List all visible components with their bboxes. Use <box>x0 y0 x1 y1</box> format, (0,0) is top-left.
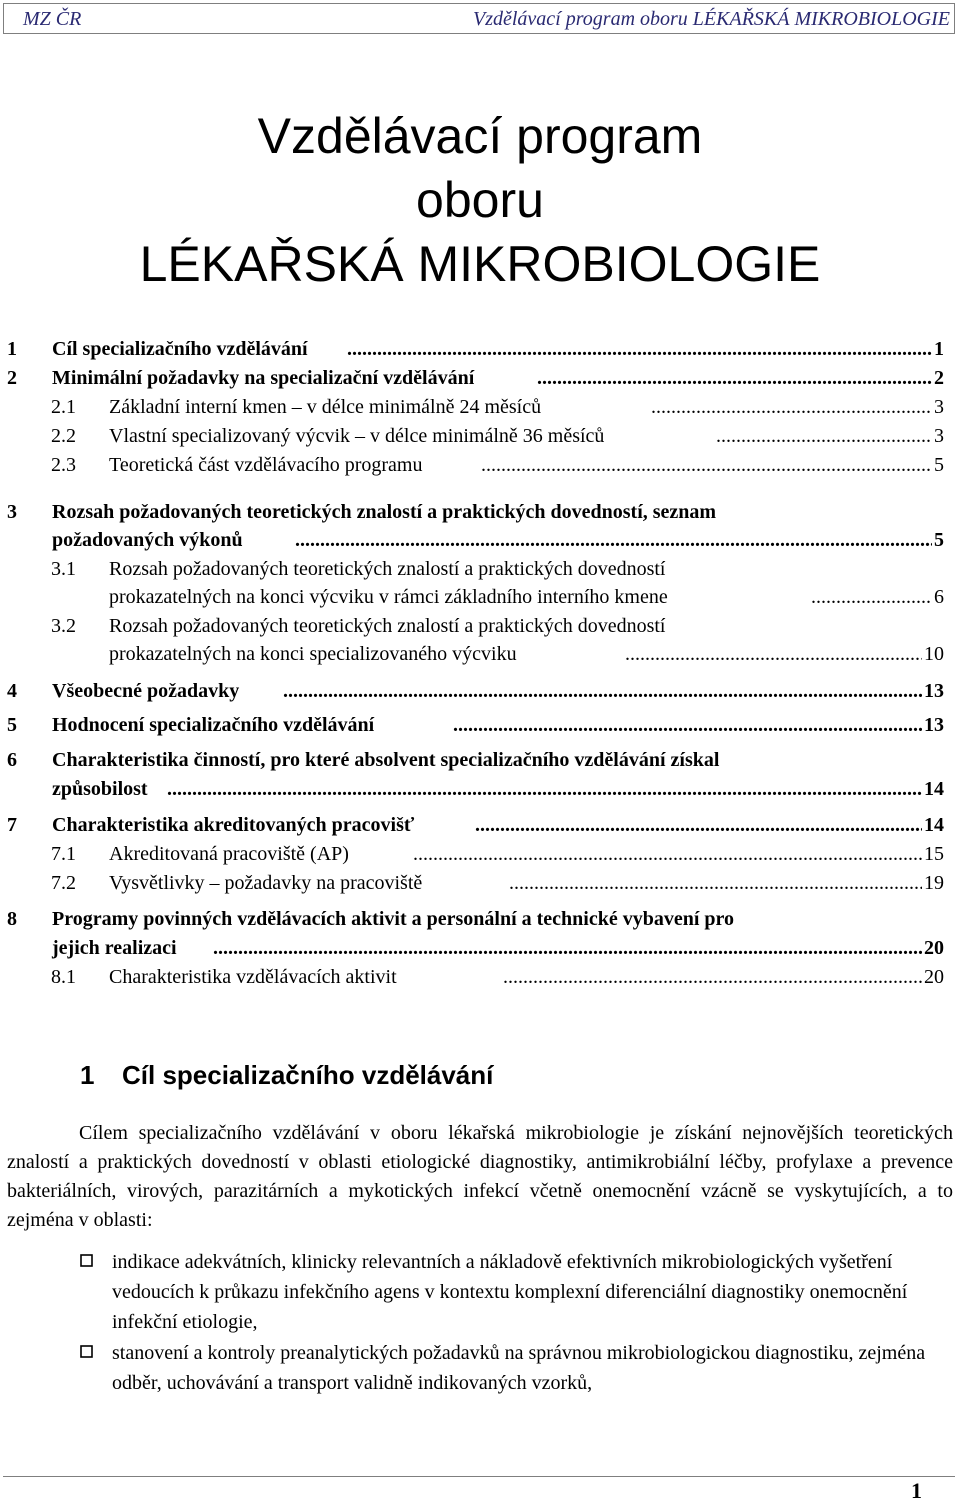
toc-leader <box>716 422 932 450</box>
toc-entry-page: 6 <box>932 583 944 611</box>
toc-leader <box>167 775 924 803</box>
toc-leader <box>453 711 924 739</box>
toc-leader <box>295 526 932 554</box>
toc-entry-text: Minimální požadavky na specializační vzdělávání <box>52 367 475 389</box>
section-number: 1 <box>80 1060 95 1090</box>
toc-entry[interactable] <box>7 711 952 739</box>
section-heading <box>80 1060 493 1091</box>
page-number: 1 <box>911 1478 922 1503</box>
paragraph-text: Cílem specializačního vzdělávání v oboru lékařská mikrobiologie je získání nejnovějších teoretických znalostí a praktických dovedností v oblasti etiologické diagnostiky, antimikrobiální léčby, profylaxe a prevence bakteriálních, virových, parazitárních a mykotických infekcí včetně onemocnění vzácně se vyskytujících, a to zejména v oblasti: <box>7 1122 953 1231</box>
toc-entry-number: 7 <box>7 814 17 836</box>
checkbox-bullet-icon <box>80 1345 93 1358</box>
toc-entry-text: Cíl specializačního vzdělávání <box>52 338 308 360</box>
toc-entry-page: 14 <box>922 811 944 839</box>
toc-entry[interactable] <box>51 393 952 421</box>
toc-entry-page: 1 <box>932 335 944 363</box>
toc-leader <box>651 393 932 421</box>
toc-entry-page: 13 <box>922 711 944 739</box>
section-paragraph <box>7 1119 953 1235</box>
toc-entry-text: Vlastní specializovaný výcvik – v délce minimálně 36 měsíců <box>109 425 605 447</box>
toc-entry-text-continued: požadovaných výkonů <box>52 529 243 551</box>
toc-entry-page: 19 <box>922 869 944 897</box>
toc-entry-page: 20 <box>922 963 944 991</box>
toc-entry-page: 13 <box>922 677 944 705</box>
list-item-text: indikace adekvátních, klinicky relevantních a nákladově efektivních mikrobiologických vyšetření vedoucích k průkazu infekčního agens v kontextu komplexní diferenciální diagnostiky onemocnění infekční etiologie, <box>112 1251 908 1333</box>
toc-entry-text: Akreditovaná pracoviště (AP) <box>109 843 349 865</box>
toc-entry[interactable] <box>7 498 952 556</box>
toc-entry-text-continued: prokazatelných na konci výcviku v rámci základního interního kmene <box>109 586 668 608</box>
toc-entry[interactable] <box>7 746 952 804</box>
toc-entry[interactable] <box>51 840 952 868</box>
toc-entry-number: 5 <box>7 714 17 736</box>
toc-entry-page: 3 <box>932 422 944 450</box>
toc-entry-number: 2.2 <box>51 425 76 447</box>
toc-entry-text-continued: způsobilost <box>52 778 148 800</box>
toc-entry-page: 3 <box>932 393 944 421</box>
toc-entry[interactable] <box>7 905 952 963</box>
toc-entry-number: 2.1 <box>51 396 76 418</box>
footer-divider <box>3 1476 955 1477</box>
toc-entry[interactable] <box>51 422 952 450</box>
section-title: Cíl specializačního vzdělávání <box>122 1060 494 1090</box>
title-line-2: oboru <box>416 172 544 228</box>
toc-leader <box>503 963 924 991</box>
toc-entry-page: 20 <box>922 934 944 962</box>
toc-leader <box>213 934 924 962</box>
toc-entry-page: 10 <box>922 640 944 668</box>
document-title <box>0 104 960 296</box>
header-left: MZ ČR <box>23 8 82 30</box>
toc-entry[interactable] <box>7 335 952 363</box>
toc-entry-number: 8.1 <box>51 966 76 988</box>
toc-entry-text: Teoretická část vzdělávacího programu <box>109 454 423 476</box>
toc-entry-number: 3 <box>7 501 17 523</box>
toc-leader <box>347 335 932 363</box>
toc-leader <box>537 364 932 392</box>
toc-leader <box>625 640 924 668</box>
header-right: Vzdělávací program oboru LÉKAŘSKÁ MIKROBIOLOGIE <box>473 8 950 30</box>
toc-entry-text: Charakteristika vzdělávacích aktivit <box>109 966 397 988</box>
list-item-text: stanovení a kontroly preanalytických požadavků na správnou mikrobiologickou diagnostiku, zejména odběr, uchovávání a transport validně indikovaných vzorků, <box>112 1342 926 1394</box>
toc-entry-number: 7.2 <box>51 872 76 894</box>
toc-entry-page: 5 <box>932 451 944 479</box>
toc-leader <box>481 451 932 479</box>
toc-entry-text: Charakteristika akreditovaných pracovišť <box>52 814 415 836</box>
toc-leader <box>509 869 924 897</box>
toc-entry-number: 2 <box>7 367 17 389</box>
toc-leader <box>811 583 932 611</box>
toc-entry-text: Rozsah požadovaných teoretických znalostí a praktických dovedností <box>109 558 666 580</box>
toc-entry-number: 4 <box>7 680 17 702</box>
toc-entry[interactable] <box>51 555 952 613</box>
toc-entry-number: 2.3 <box>51 454 76 476</box>
title-line-1: Vzdělávací program <box>257 108 703 164</box>
toc-entry[interactable] <box>51 451 952 479</box>
toc-entry-number: 1 <box>7 338 17 360</box>
toc-entry-text-continued: prokazatelných na konci specializovaného výcviku <box>109 643 517 665</box>
toc-leader <box>475 811 924 839</box>
toc-entry-text: Základní interní kmen – v délce minimálně 24 měsíců <box>109 396 542 418</box>
toc-entry-number: 8 <box>7 908 17 930</box>
toc-entry-text: Vysvětlivky – požadavky na pracoviště <box>109 872 423 894</box>
toc-leader <box>413 840 924 868</box>
toc-entry[interactable] <box>51 963 952 991</box>
toc-entry-page: 14 <box>922 775 944 803</box>
toc-entry[interactable] <box>7 811 952 839</box>
toc-entry-page: 15 <box>922 840 944 868</box>
running-header <box>3 3 955 34</box>
toc-entry-text: Hodnocení specializačního vzdělávání <box>52 714 375 736</box>
toc-entry-page: 2 <box>932 364 944 392</box>
toc-entry[interactable] <box>51 869 952 897</box>
toc-entry[interactable] <box>7 364 952 392</box>
toc-leader <box>283 677 924 705</box>
toc-entry-text: Rozsah požadovaných teoretických znalostí a praktických dovedností <box>109 615 666 637</box>
toc-entry[interactable] <box>7 677 952 705</box>
checkbox-bullet-icon <box>80 1254 93 1267</box>
toc-entry-number: 3.2 <box>51 615 76 637</box>
toc-entry-text: Rozsah požadovaných teoretických znalostí a praktických dovedností, seznam <box>52 501 717 523</box>
toc-entry-number: 7.1 <box>51 843 76 865</box>
toc-entry-page: 5 <box>932 526 944 554</box>
toc-entry-text: Charakteristika činností, pro které absolvent specializačního vzdělávání získal <box>52 749 720 771</box>
toc-entry-text-continued: jejich realizaci <box>52 937 177 959</box>
toc-entry-text: Všeobecné požadavky <box>52 680 240 702</box>
toc-entry-text: Programy povinných vzdělávacích aktivit a personální a technické vybavení pro <box>52 908 735 930</box>
toc-entry-number: 3.1 <box>51 558 76 580</box>
toc-entry[interactable] <box>51 612 952 670</box>
title-line-3: LÉKAŘSKÁ MIKROBIOLOGIE <box>139 236 821 292</box>
toc-entry-number: 6 <box>7 749 17 771</box>
